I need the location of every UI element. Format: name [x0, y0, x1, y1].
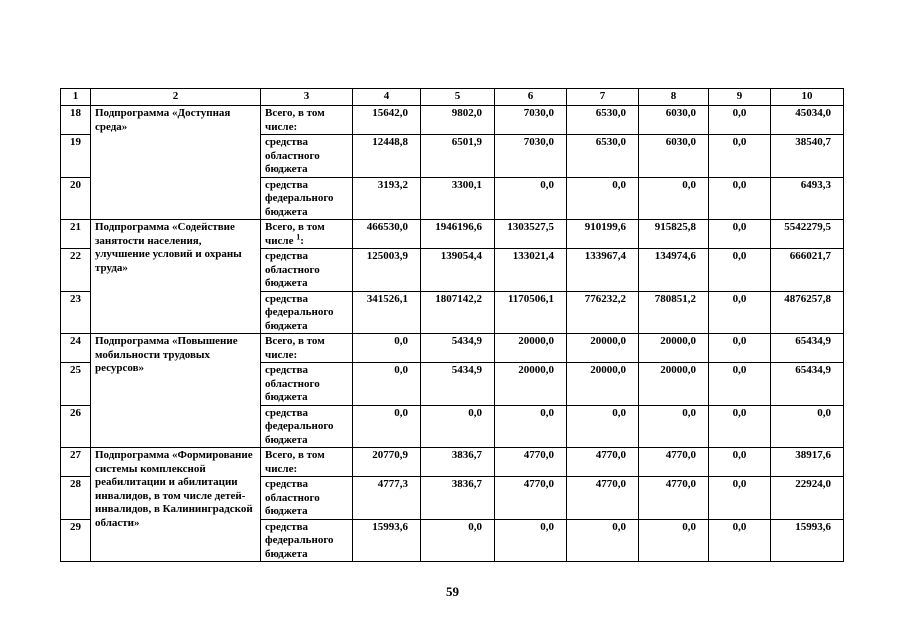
- value-cell: 20000,0: [567, 334, 639, 363]
- value-cell: 0,0: [709, 291, 771, 334]
- value-cell: 15993,6: [771, 519, 844, 562]
- value-cell: 0,0: [353, 405, 421, 448]
- value-cell: 1807142,2: [421, 291, 495, 334]
- value-cell: 15993,6: [353, 519, 421, 562]
- program-name: Подпрограмма «Формирование системы комплексной реабилитации и абилитации инвалидов, в том числе детей-инвалидов, в Калининградской области»: [91, 448, 261, 562]
- value-cell: 3300,1: [421, 177, 495, 220]
- header-cell: 9: [709, 89, 771, 106]
- value-cell: 3193,2: [353, 177, 421, 220]
- row-number: 29: [61, 519, 91, 562]
- value-cell: 466530,0: [353, 220, 421, 249]
- header-cell: 4: [353, 89, 421, 106]
- table-row: [61, 220, 844, 249]
- value-cell: 6030,0: [639, 106, 709, 135]
- value-cell: 133967,4: [567, 249, 639, 292]
- value-cell: 139054,4: [421, 249, 495, 292]
- row-number: 21: [61, 220, 91, 249]
- row-number: 24: [61, 334, 91, 363]
- header-cell: 1: [61, 89, 91, 106]
- header-row: [61, 89, 844, 106]
- value-cell: 0,0: [495, 519, 567, 562]
- value-cell: 5434,9: [421, 363, 495, 406]
- funding-type-text: Всего, в том числе: [265, 221, 325, 247]
- funding-type: средства федерального бюджета: [261, 177, 353, 220]
- value-cell: 910199,6: [567, 220, 639, 249]
- value-cell: 4770,0: [495, 477, 567, 520]
- table-row: [61, 334, 844, 363]
- page-number: 59: [446, 584, 459, 599]
- value-cell: 38917,6: [771, 448, 844, 477]
- value-cell: 1946196,6: [421, 220, 495, 249]
- value-cell: 6530,0: [567, 135, 639, 178]
- value-cell: 4777,3: [353, 477, 421, 520]
- value-cell: 4770,0: [567, 448, 639, 477]
- value-cell: 0,0: [495, 405, 567, 448]
- program-name: Подпрограмма «Повышение мобильности трудовых ресурсов»: [91, 334, 261, 448]
- funding-type-suffix: :: [300, 234, 304, 247]
- value-cell: 20000,0: [495, 334, 567, 363]
- value-cell: 20000,0: [639, 334, 709, 363]
- value-cell: 0,0: [709, 405, 771, 448]
- value-cell: 5434,9: [421, 334, 495, 363]
- header-cell: 6: [495, 89, 567, 106]
- value-cell: 0,0: [567, 177, 639, 220]
- value-cell: 15642,0: [353, 106, 421, 135]
- value-cell: 0,0: [567, 405, 639, 448]
- funding-type: средства областного бюджета: [261, 477, 353, 520]
- value-cell: 7030,0: [495, 135, 567, 178]
- value-cell: 0,0: [709, 334, 771, 363]
- value-cell: 3836,7: [421, 477, 495, 520]
- value-cell: 0,0: [353, 363, 421, 406]
- value-cell: 133021,4: [495, 249, 567, 292]
- value-cell: 134974,6: [639, 249, 709, 292]
- value-cell: 7030,0: [495, 106, 567, 135]
- funding-type: средства федерального бюджета: [261, 405, 353, 448]
- row-number: 19: [61, 135, 91, 178]
- value-cell: 0,0: [709, 106, 771, 135]
- funding-type: средства областного бюджета: [261, 135, 353, 178]
- value-cell: 0,0: [421, 519, 495, 562]
- header-cell: 5: [421, 89, 495, 106]
- value-cell: 4876257,8: [771, 291, 844, 334]
- value-cell: 20770,9: [353, 448, 421, 477]
- value-cell: 4770,0: [495, 448, 567, 477]
- header-cell: 3: [261, 89, 353, 106]
- table-row: [61, 106, 844, 135]
- value-cell: 0,0: [709, 177, 771, 220]
- value-cell: 915825,8: [639, 220, 709, 249]
- funding-type: средства федерального бюджета: [261, 291, 353, 334]
- value-cell: 0,0: [709, 363, 771, 406]
- funding-type: Всего, в том числе:: [261, 106, 353, 135]
- value-cell: 20000,0: [495, 363, 567, 406]
- header-cell: 2: [91, 89, 261, 106]
- program-name: Подпрограмма «Содействие занятости населения, улучшение условий и охраны труда»: [91, 220, 261, 334]
- value-cell: 341526,1: [353, 291, 421, 334]
- value-cell: 0,0: [353, 334, 421, 363]
- value-cell: 3836,7: [421, 448, 495, 477]
- funding-type: средства областного бюджета: [261, 249, 353, 292]
- value-cell: 0,0: [709, 220, 771, 249]
- value-cell: 22924,0: [771, 477, 844, 520]
- value-cell: 0,0: [709, 519, 771, 562]
- value-cell: 12448,8: [353, 135, 421, 178]
- value-cell: 5542279,5: [771, 220, 844, 249]
- row-number: 20: [61, 177, 91, 220]
- program-name: Подпрограмма «Доступная среда»: [91, 106, 261, 220]
- value-cell: 38540,7: [771, 135, 844, 178]
- value-cell: 0,0: [639, 519, 709, 562]
- row-number: 18: [61, 106, 91, 135]
- value-cell: 0,0: [709, 135, 771, 178]
- value-cell: 6030,0: [639, 135, 709, 178]
- value-cell: 6493,3: [771, 177, 844, 220]
- value-cell: 0,0: [567, 519, 639, 562]
- row-number: 26: [61, 405, 91, 448]
- row-number: 27: [61, 448, 91, 477]
- value-cell: 4770,0: [567, 477, 639, 520]
- table-body: [61, 89, 844, 562]
- value-cell: 4770,0: [639, 448, 709, 477]
- value-cell: 0,0: [709, 477, 771, 520]
- value-cell: 9802,0: [421, 106, 495, 135]
- value-cell: 666021,7: [771, 249, 844, 292]
- value-cell: 4770,0: [639, 477, 709, 520]
- value-cell: 0,0: [421, 405, 495, 448]
- value-cell: 0,0: [639, 177, 709, 220]
- value-cell: 776232,2: [567, 291, 639, 334]
- value-cell: 0,0: [771, 405, 844, 448]
- row-number: 22: [61, 249, 91, 292]
- value-cell: 65434,9: [771, 363, 844, 406]
- header-cell: 7: [567, 89, 639, 106]
- value-cell: 1303527,5: [495, 220, 567, 249]
- header-cell: 8: [639, 89, 709, 106]
- value-cell: 1170506,1: [495, 291, 567, 334]
- table-row: [61, 448, 844, 477]
- funding-type: Всего, в том числе:: [261, 334, 353, 363]
- value-cell: 20000,0: [639, 363, 709, 406]
- value-cell: 20000,0: [567, 363, 639, 406]
- value-cell: 0,0: [709, 249, 771, 292]
- funding-type: [261, 220, 353, 249]
- value-cell: 0,0: [709, 448, 771, 477]
- row-number: 25: [61, 363, 91, 406]
- value-cell: 6501,9: [421, 135, 495, 178]
- value-cell: 0,0: [639, 405, 709, 448]
- value-cell: 45034,0: [771, 106, 844, 135]
- value-cell: 0,0: [495, 177, 567, 220]
- value-cell: 6530,0: [567, 106, 639, 135]
- funding-type: средства областного бюджета: [261, 363, 353, 406]
- row-number: 23: [61, 291, 91, 334]
- value-cell: 125003,9: [353, 249, 421, 292]
- budget-table: [60, 88, 844, 562]
- funding-type: Всего, в том числе:: [261, 448, 353, 477]
- header-cell: 10: [771, 89, 844, 106]
- value-cell: 780851,2: [639, 291, 709, 334]
- footnote-mark: 1: [296, 231, 301, 241]
- row-number: 28: [61, 477, 91, 520]
- funding-type: средства федерального бюджета: [261, 519, 353, 562]
- value-cell: 65434,9: [771, 334, 844, 363]
